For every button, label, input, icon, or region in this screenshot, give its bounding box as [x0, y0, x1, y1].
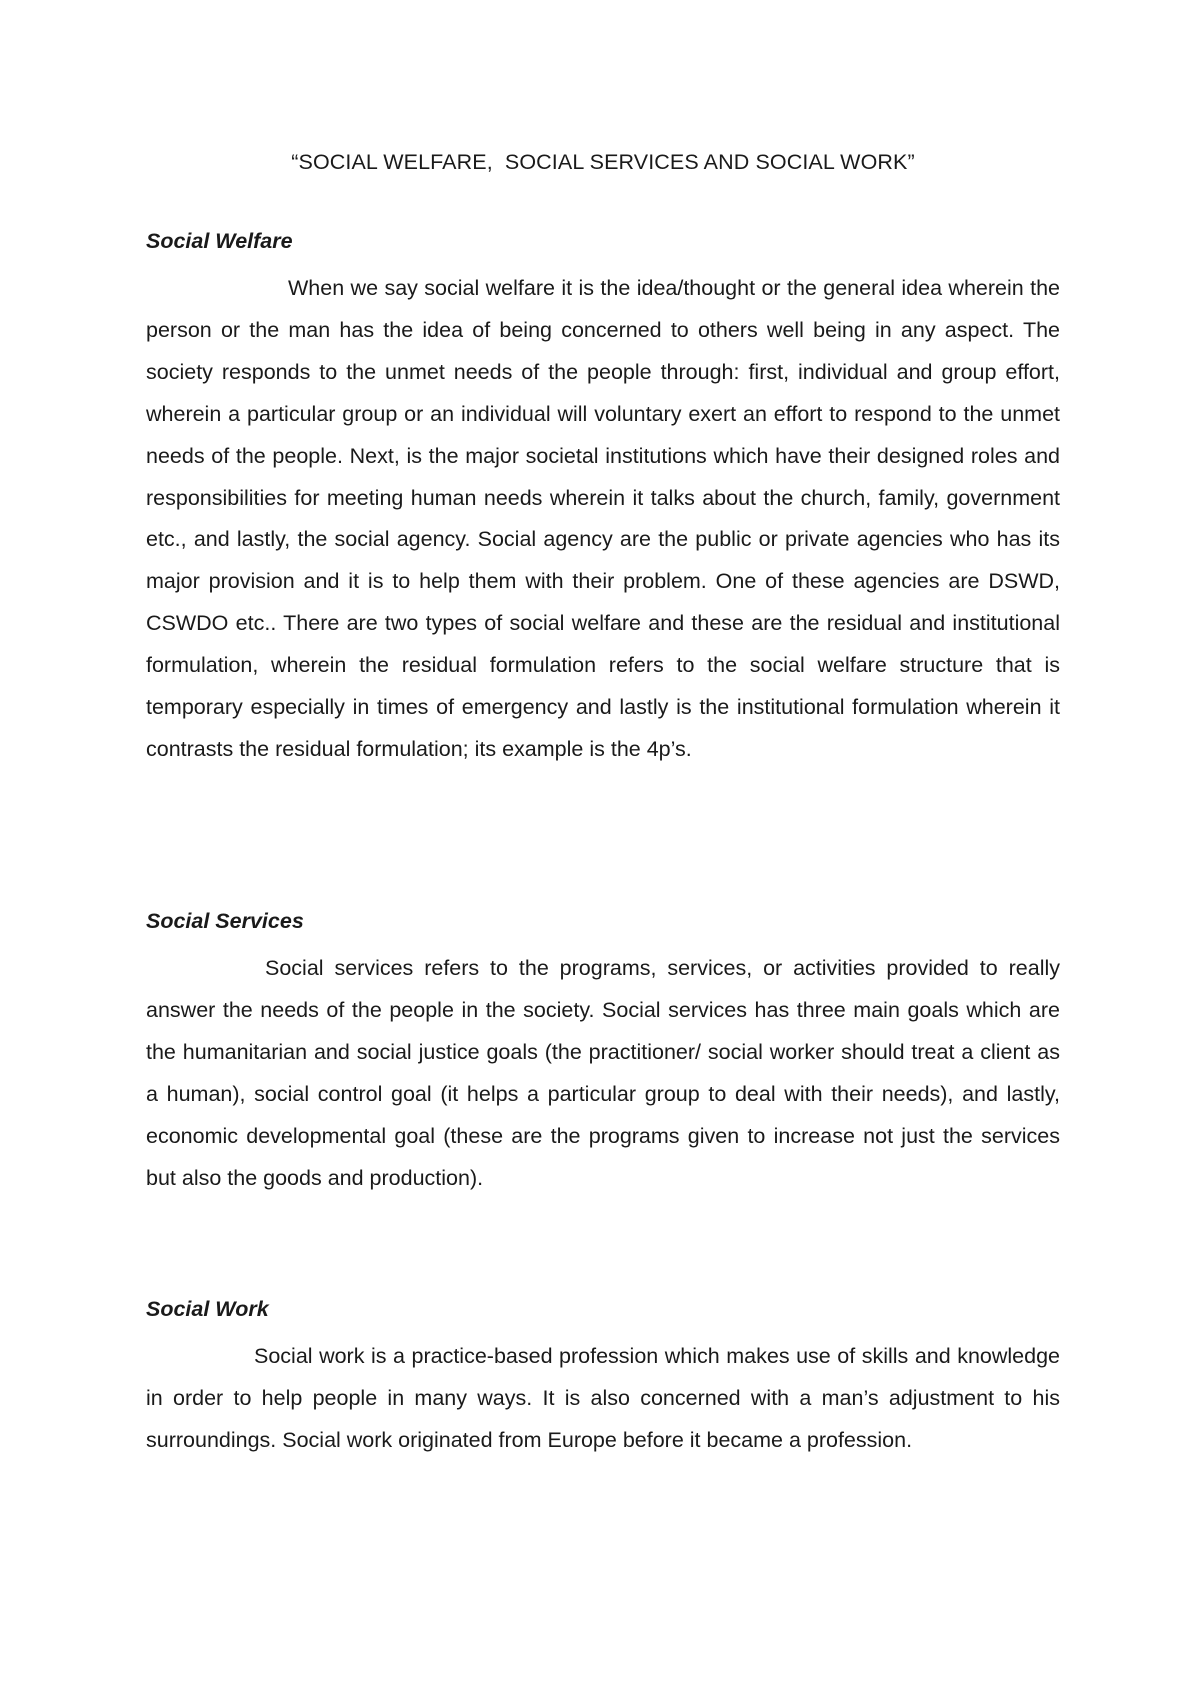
document-title: “SOCIAL WELFARE, SOCIAL SERVICES AND SOCIAL WORK”: [291, 150, 915, 174]
section-heading-social-welfare: Social Welfare: [146, 229, 293, 253]
section-heading-social-work: Social Work: [146, 1297, 269, 1321]
section-heading-social-services: Social Services: [146, 909, 304, 933]
section-social-welfare: [146, 228, 1060, 771]
section-social-work: [146, 1296, 1060, 1462]
section-social-services: [146, 908, 1060, 1199]
section-body-social-welfare: When we say social welfare it is the idea/thought or the general idea wherein the person or the man has the idea of being concerned to others well being in any aspect. The society responds to the unmet needs of the people through: first, individual and group effort, wherein a particular group or an individual will voluntary exert an effort to respond to the unmet needs of the people. Next, is the major societal institutions which have their designed roles and responsibilities for meeting human needs wherein it talks about the church, family, government etc., and lastly, the social agency. Social agency are the public or private agencies who has its major provision and it is to help them with their problem. One of these agencies are DSWD, CSWDO etc.. There are two types of social welfare and these are the residual and institutional formulation, wherein the residual formulation refers to the social welfare structure that is temporary especially in times of emergency and lastly is the institutional formulation wherein it contrasts the residual formulation; its example is the 4p’s.: [146, 276, 1060, 761]
section-body-social-services: Social services refers to the programs, services, or activities provided to really answer the needs of the people in the society. Social services has three main goals which are the humanitarian and social justice goals (the practitioner/ social worker should treat a client as a human), social control goal (it helps a particular group to deal with their needs), and lastly, economic developmental goal (these are the programs given to increase not just the services but also the goods and production).: [146, 956, 1060, 1190]
section-body-social-work: Social work is a practice-based profession which makes use of skills and knowledge in order to help people in many ways. It is also concerned with a man’s adjustment to his surroundings. Social work originated from Europe before it became a profession.: [146, 1344, 1060, 1452]
